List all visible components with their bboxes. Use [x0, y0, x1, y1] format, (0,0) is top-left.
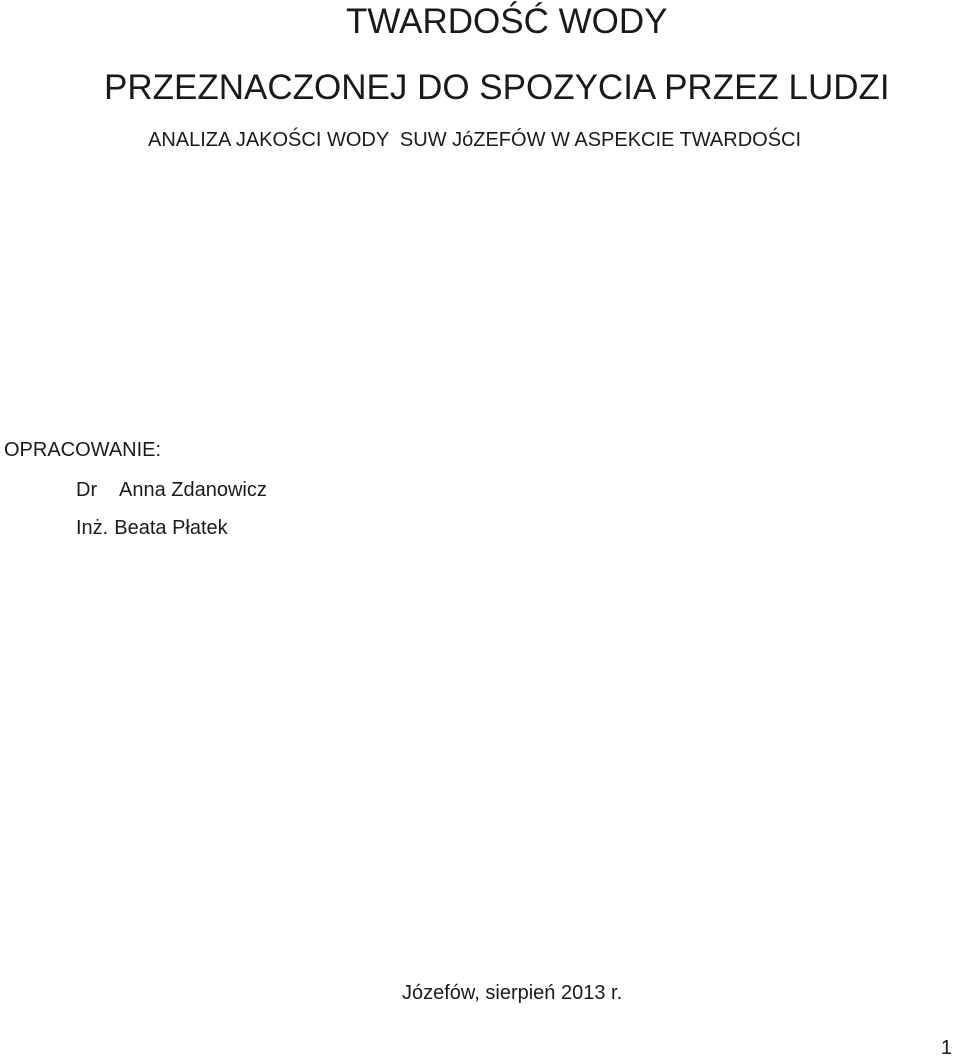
page-number: 1	[940, 1037, 952, 1059]
author-1-name: Anna Zdanowicz	[119, 479, 267, 501]
author-2-title: Inż.	[76, 517, 109, 539]
document-title-line-1: TWARDOŚĆ WODY	[346, 2, 668, 41]
prepared-by-label: OPRACOWANIE:	[4, 439, 162, 461]
author-1	[76, 480, 267, 500]
document-title-line-2: PRZEZNACZONEJ DO SPOZYCIA PRZEZ LUDZI	[104, 68, 890, 107]
place-and-date: Józefów, sierpień 2013 r.	[402, 982, 623, 1004]
author-2	[76, 518, 228, 538]
author-1-title: Dr	[76, 479, 98, 501]
document-subtitle: ANALIZA JAKOŚCI WODY SUW JóZEFÓW W ASPEKCIE TWARDOŚCI	[148, 129, 802, 151]
author-2-name: Beata Płatek	[114, 517, 228, 539]
